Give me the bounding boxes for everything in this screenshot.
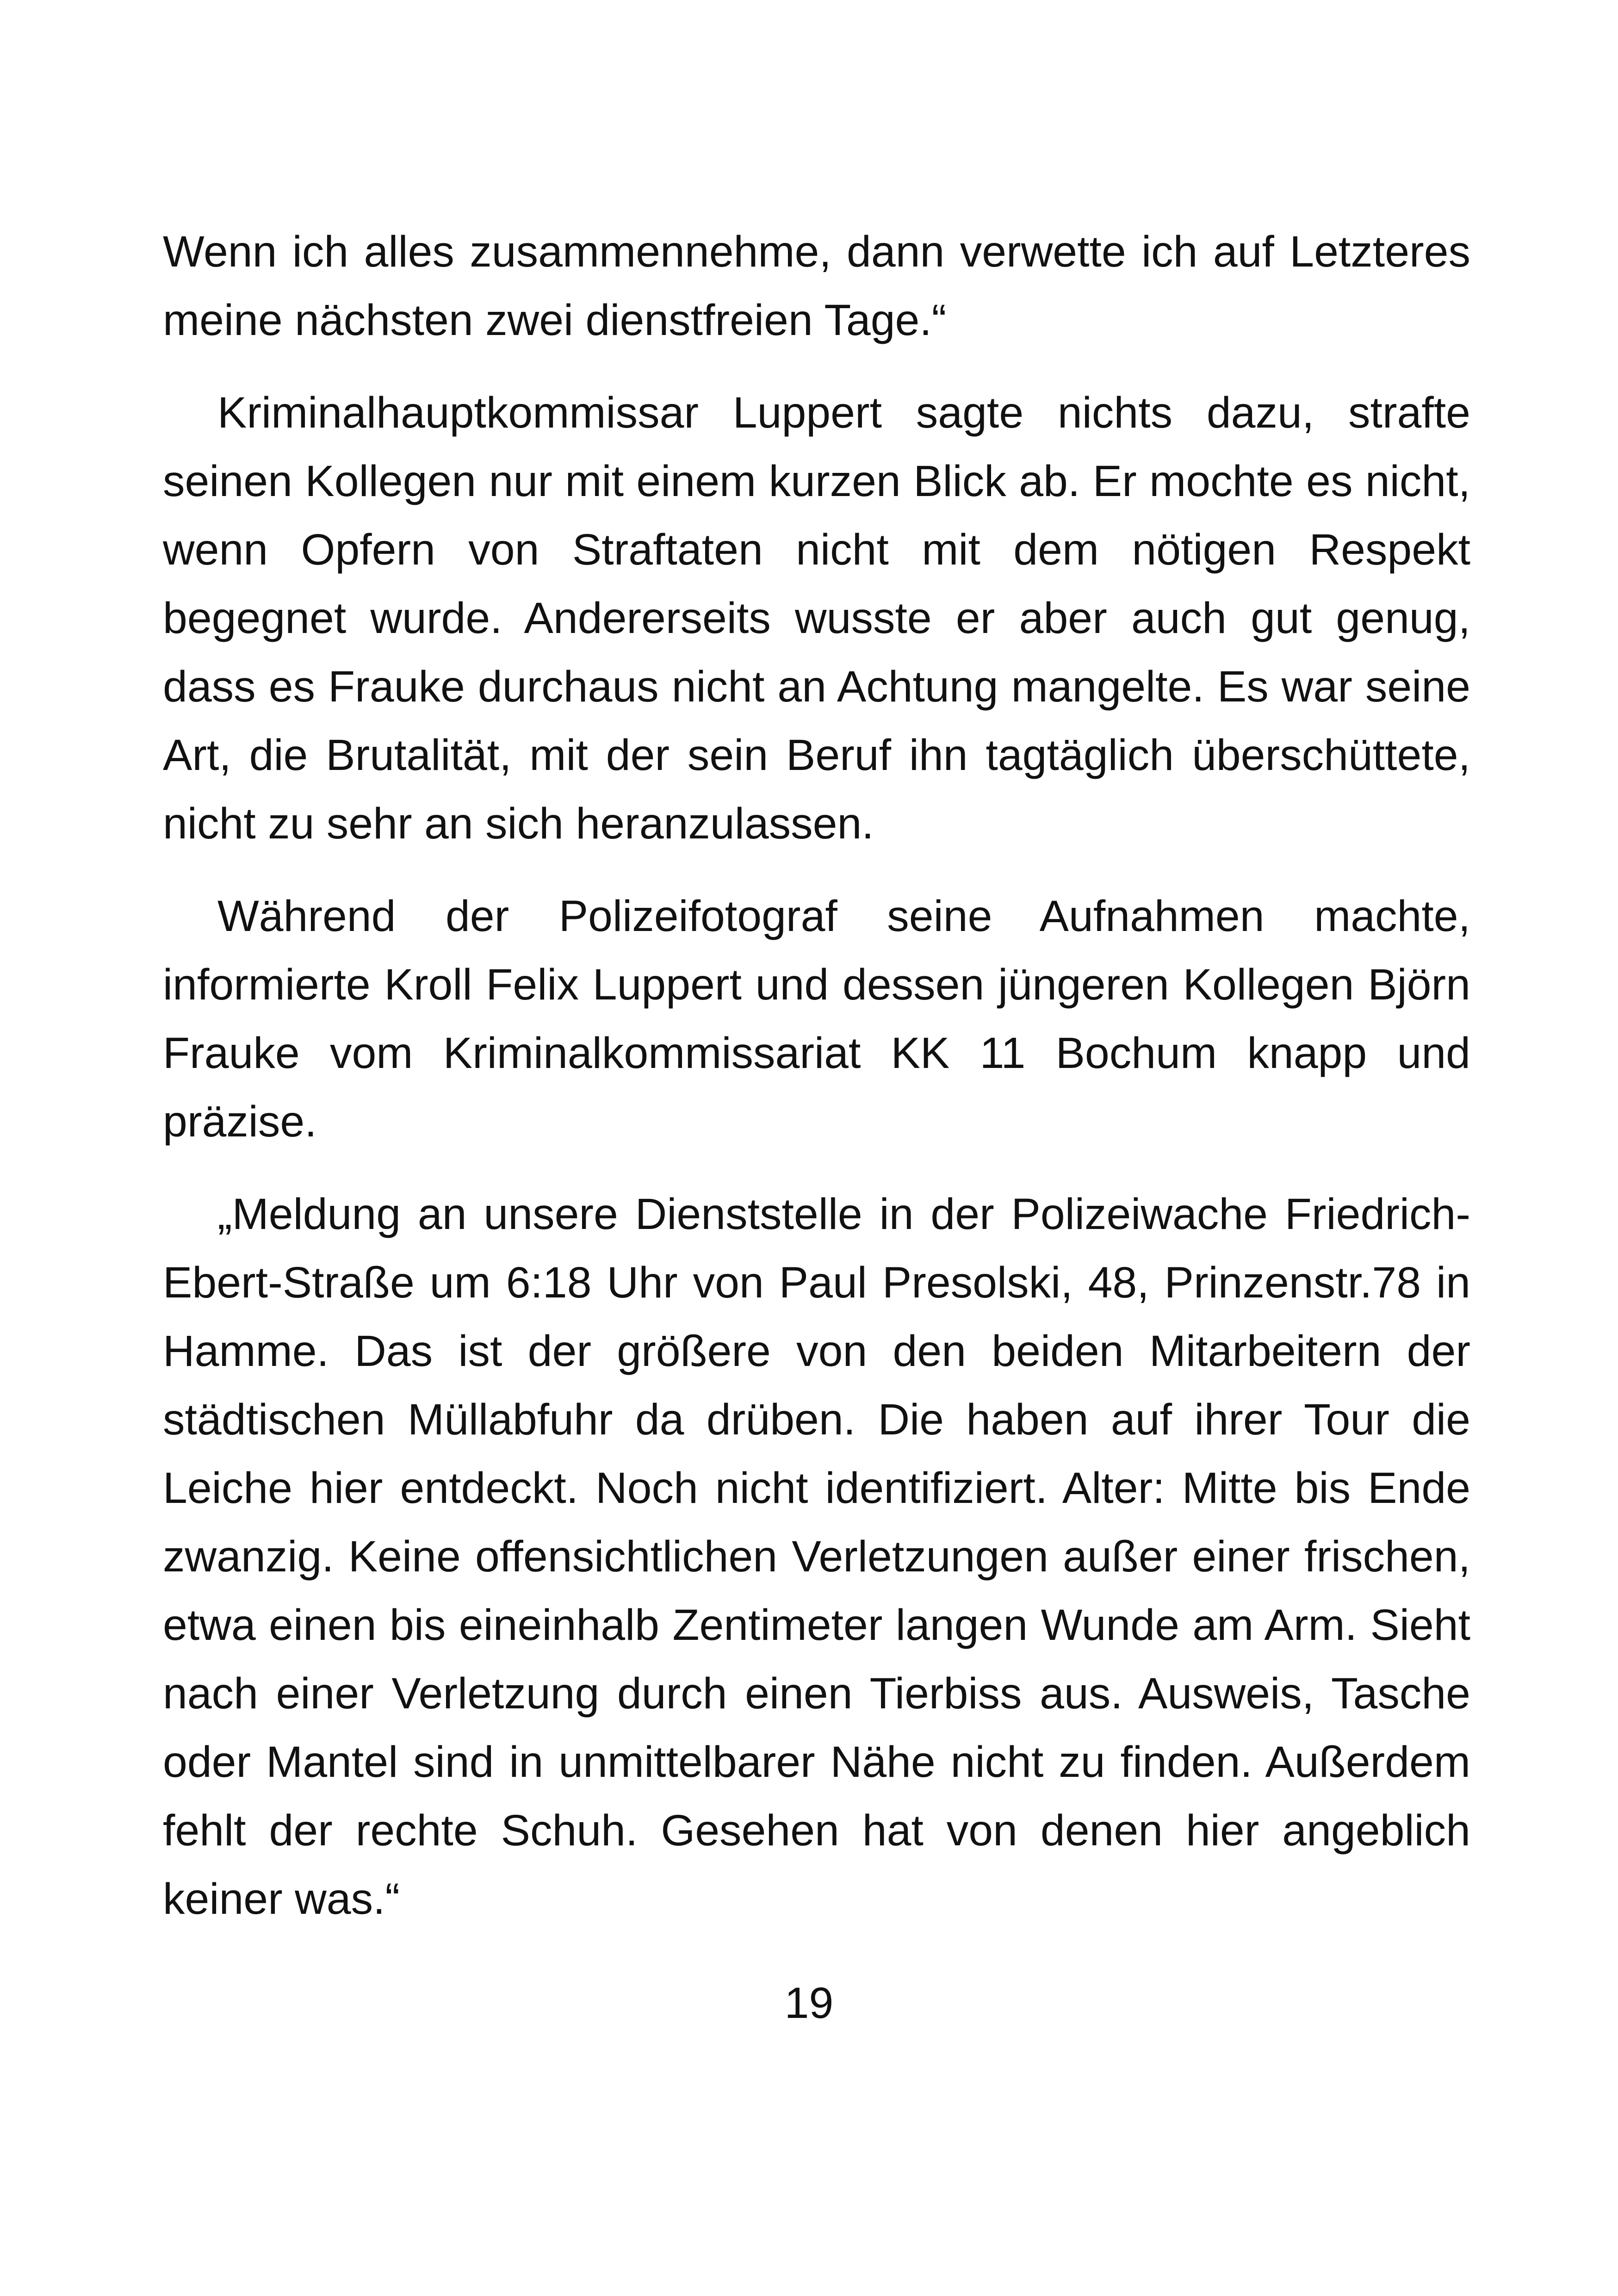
paragraph: Während der Polizeifotograf seine Aufnahmen machte, informierte Kroll Felix Luppert und dessen jüngeren Kollegen Björn Frauke vom Kriminalkommissariat KK 11 Bochum knapp und präzise. — [163, 892, 1470, 1146]
paragraph: Wenn ich alles zusammennehme, dann verwette ich auf Letzteres meine nächsten zwei dienstfreien Tage.“ — [163, 227, 1470, 345]
paragraph: Kriminalhauptkommissar Luppert sagte nichts dazu, strafte seinen Kollegen nur mit einem kurzen Blick ab. Er mochte es nicht, wenn Opfern von Straftaten nicht mit dem nötigen Respekt begegnet wurde. Andererseits wusste er aber auch gut genug, dass es Frauke durchaus nicht an Achtung mangelte. Es war seine Art, die Brutalität, mit der sein Beruf ihn tagtäglich überschüttete, nicht zu sehr an sich heranzulassen. — [163, 388, 1470, 848]
page-number: 19 — [784, 1979, 834, 2028]
paragraph: „Meldung an unsere Dienststelle in der Polizeiwache Friedrich-Ebert-Straße um 6:18 Uhr von Paul Presolski, 48, Prinzenstr.78 in Hamme. Das ist der größere von den beiden Mitarbeitern der städtischen Müllabfuhr da drüben. Die haben auf ihrer Tour die Leiche hier entdeckt. Noch nicht identifiziert. Alter: Mitte bis Ende zwanzig. Keine offensichtlichen Verletzungen außer einer frischen, etwa einen bis eineinhalb Zentimeter langen Wunde am Arm. Sieht nach einer Verletzung durch einen Tierbiss aus. Ausweis, Tasche oder Mantel sind in unmittelbarer Nähe nicht zu finden. Außerdem fehlt der rechte Schuh. Gesehen hat von denen hier angeblich keiner was.“ — [163, 1190, 1470, 1924]
body-text — [163, 217, 1470, 1957]
